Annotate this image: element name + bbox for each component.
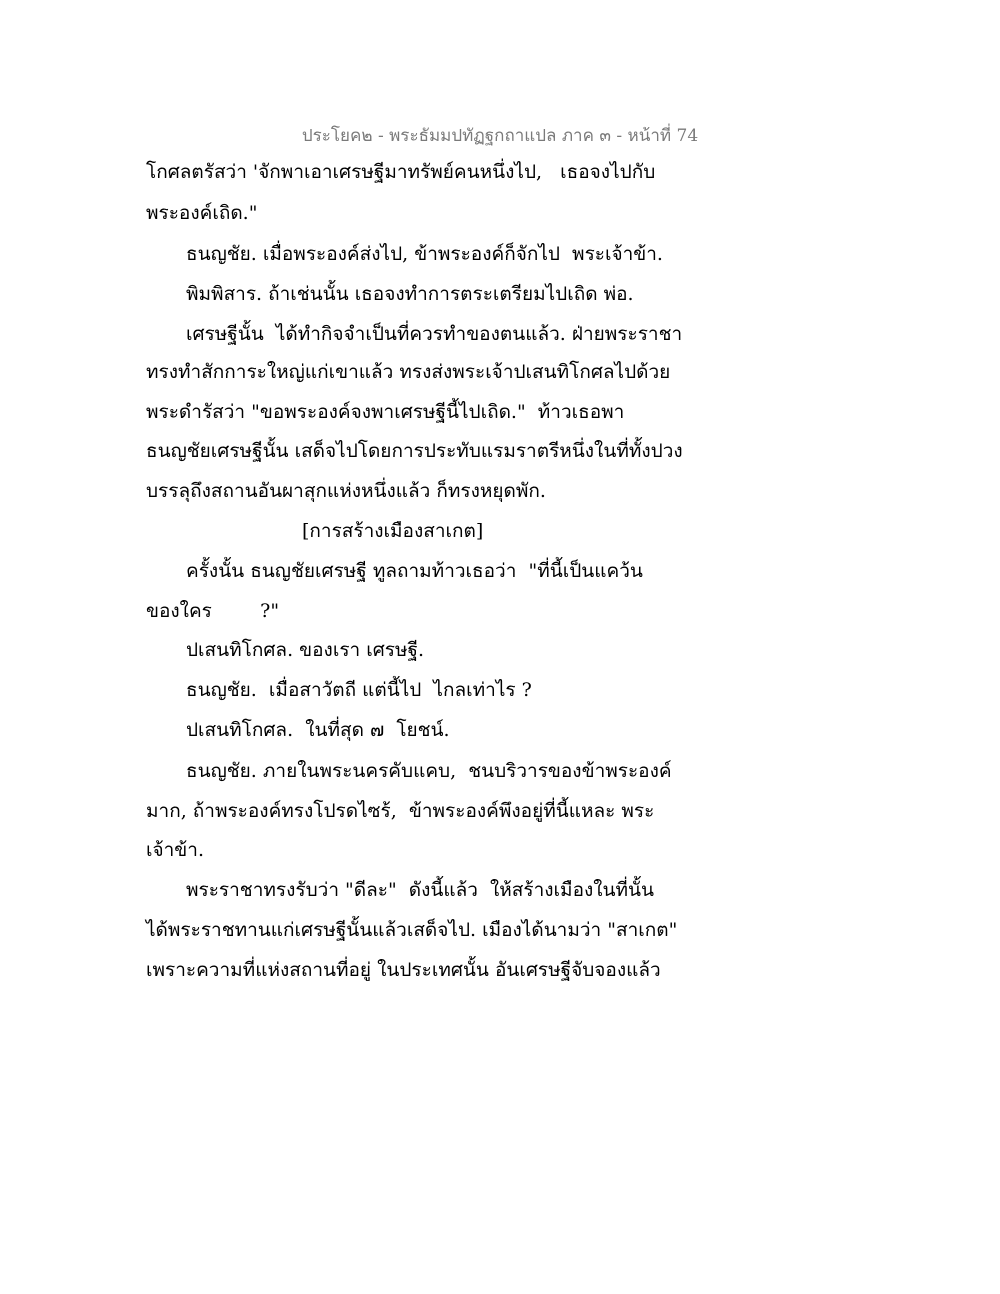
text-line: พระดำรัสว่า "ขอพระองค์จงพาเศรษฐีนี้ไปเถิด." ท้าวเธอพา: [146, 401, 625, 423]
text-line: ธนญชัย. เมื่อพระองค์ส่งไป, ข้าพระองค์ก็จักไป พระเจ้าข้า.: [186, 243, 663, 265]
text-line: โกศลตรัสว่า 'จักพาเอาเศรษฐีมาทรัพย์คนหนึ่งไป, เธอจงไปกับ: [146, 161, 656, 183]
text-line: เพราะความที่แห่งสถานที่อยู่ ในประเทศนั้น อันเศรษฐีจับจองแล้ว: [146, 959, 661, 981]
text-line: บรรลุถึงสถานอันผาสุกแห่งหนึ่งแล้ว ก็ทรงหยุดพัก.: [146, 480, 546, 502]
text-line: พิมพิสาร. ถ้าเช่นนั้น เธอจงทำการตระเตรียมไปเถิด พ่อ.: [186, 283, 634, 305]
text-line: ทรงทำสักการะใหญ่แก่เขาแล้ว ทรงส่งพระเจ้าปเสนทิโกศลไปด้วย: [146, 361, 671, 383]
text-line: มาก, ถ้าพระองค์ทรงโปรดไซร้, ข้าพระองค์พึงอยู่ที่นี้แหละ พระ: [146, 800, 655, 822]
text-line: ธนญชัยเศรษฐีนั้น เสด็จไปโดยการประทับแรมราตรีหนึ่งในที่ทั้งปวง: [146, 440, 683, 462]
text-line: ปเสนทิโกศล. ในที่สุด ๗ โยชน์.: [186, 719, 450, 741]
text-line: ได้พระราชทานแก่เศรษฐีนั้นแล้วเสด็จไป. เมืองได้นามว่า "สาเกต": [146, 919, 678, 941]
running-header: ประโยค๒ - พระธัมมปทัฏฐกถาแปล ภาค ๓ - หน้าที่ 74: [301, 126, 699, 146]
text-line: พระราชาทรงรับว่า "ดีละ" ดังนี้แล้ว ให้สร้างเมืองในที่นั้น: [186, 879, 655, 901]
text-line: ธนญชัย. ภายในพระนครคับแคบ, ชนบริวารของข้าพระองค์: [186, 760, 672, 782]
section-heading: [การสร้างเมืองสาเกต]: [302, 520, 484, 542]
text-line: พระองค์เถิด.": [146, 202, 258, 224]
text-line: ของใคร ?": [146, 600, 280, 622]
text-line: ธนญชัย. เมื่อสาวัตถี แต่นี้ไป ไกลเท่าไร ?: [186, 679, 532, 701]
text-line: ครั้งนั้น ธนญชัยเศรษฐี ทูลถามท้าวเธอว่า "ที่นี้เป็นแคว้น: [186, 560, 643, 582]
text-line: เจ้าข้า.: [146, 839, 204, 861]
text-line: เศรษฐีนั้น ได้ทำกิจจำเป็นที่ควรทำของตนแล้ว. ฝ่ายพระราชา: [186, 323, 683, 345]
text-line: ปเสนทิโกศล. ของเรา เศรษฐี.: [186, 639, 425, 661]
